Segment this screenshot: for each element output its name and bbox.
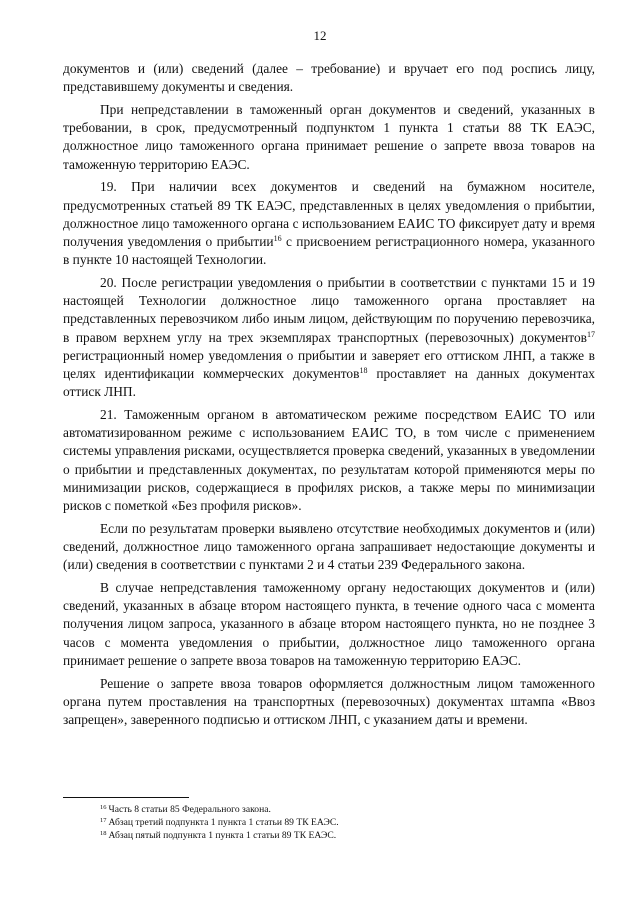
paragraph	[63, 178, 595, 269]
footnote	[100, 803, 520, 816]
footnote-reference: 18	[359, 366, 368, 376]
paragraph-text: 21. Таможенным органом в автоматическом режиме посредством ЕАИС ТО или автоматизированном режиме с использованием ЕАИС ТО, в том числе с применением системы управления рисками, осуществляется проверка сведений, указанных в уведомлении о прибытии и представленных документах, по результатам которой применяются меры по минимизации рисков, содержащиеся в профилях рисков, а также меры по минимизации рисков с пометкой «Без профиля рисков».	[63, 407, 595, 514]
footnote	[100, 829, 520, 842]
paragraph-text: с присвоением регистрационного номера, указанного в пункте 10 настоящей Технологии.	[63, 234, 596, 268]
paragraph-text: регистрационный номер уведомления о прибытии и заверяет его оттиском ЛНП, а также в целях идентификации коммерческих документов	[63, 347, 595, 382]
paragraph-text: В случае непредставления таможенному органу недостающих документов и (или) сведений, указанных в абзаце втором настоящего пункта, в течение одного часа с момента получения лицом запроса, указанного в абзаце втором настоящего пункта, но не позднее 3 часов с момента уведомления о прибытии, должностное лицо таможенного органа принимает решение о запрете ввоза товаров на таможенную территорию ЕАЭС.	[63, 580, 595, 668]
paragraph-text: Если по результатам проверки выявлено отсутствие необходимых документов и (или) сведений, должностное лицо таможенного органа запрашивает недостающие документы и (или) сведения в соответствии с пунктами 2 и 4 статьи 239 Федерального закона.	[63, 520, 595, 573]
paragraph-text: Решение о запрете ввоза товаров оформляется должностным лицом таможенного органа путем проставления на транспортных (перевозочных) документах штампа «Ввоз запрещен», заверенного подписью и оттиском ЛНП, с указанием даты и времени.	[63, 675, 595, 728]
paragraph-text: проставляет на данных документах оттиск ЛНП.	[63, 366, 595, 400]
footnote-reference: 16	[273, 234, 282, 244]
paragraph	[63, 579, 595, 670]
paragraph-text: 19. При наличии всех документов и сведений на бумажном носителе, предусмотренных статьей 89 ТК ЕАЭС, представленных в целях уведомления о прибытии, должностное лицо таможенного органа с использованием ЕАИС ТО фиксирует дату и время получения уведомления о прибытии	[63, 179, 595, 250]
paragraph	[63, 675, 595, 730]
document-body	[63, 60, 595, 734]
footnote-text: Абзац пятый подпункта 1 пункта 1 статьи 89 ТК ЕАЭС.	[108, 830, 337, 842]
paragraph	[63, 60, 595, 96]
paragraph-text: 20. После регистрации уведомления о прибытии в соответствии с пунктами 15 и 19 настоящей Технологии должностное лицо таможенного органа проставляет на представленных перевозчиком либо иным лицом, действующим по поручению перевозчика, в правом верхнем углу на трех экземплярах транспортных (перевозочных) документов	[63, 275, 595, 345]
footnote-text: Часть 8 статьи 85 Федерального закона.	[108, 804, 271, 815]
footnote	[100, 816, 520, 829]
footnote-separator	[63, 797, 189, 798]
footnote-number: 18	[100, 830, 107, 838]
footnote-text: Абзац третий подпункта 1 пункта 1 статьи 89 ТК ЕАЭС.	[108, 817, 339, 829]
footnote-number: 17	[100, 817, 107, 825]
paragraph	[63, 274, 595, 401]
paragraph	[63, 520, 595, 575]
footnotes	[100, 803, 520, 843]
footnote-reference: 17	[587, 329, 595, 339]
paragraph-text: При непредставлении в таможенный орган документов и сведений, указанных в требовании, в срок, предусмотренный подпунктом 1 пункта 1 статьи 88 ТК ЕАЭС, должностное лицо таможенного органа принимает решение о запрете ввоза товаров на таможенную территорию ЕАЭС.	[63, 102, 595, 172]
paragraph-text: документов и (или) сведений (далее – требование) и вручает его под роспись лицу, представившему документы и сведения.	[63, 61, 595, 95]
page-number: 12	[313, 28, 327, 43]
paragraph	[63, 406, 595, 515]
paragraph	[63, 101, 595, 174]
footnote-number: 16	[100, 804, 107, 811]
